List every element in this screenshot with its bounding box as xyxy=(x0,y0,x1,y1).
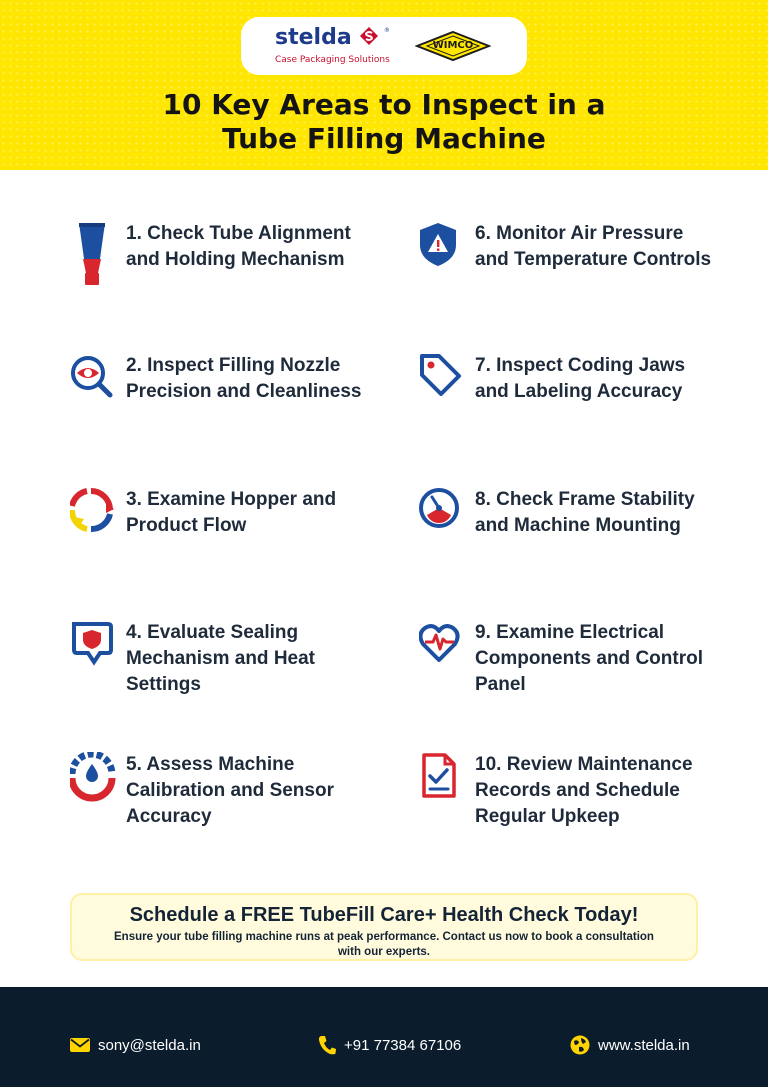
footer-email[interactable] xyxy=(70,1034,201,1056)
envelope-icon xyxy=(70,1037,90,1053)
checklist-icon xyxy=(419,752,465,818)
inspection-item-text: 9. Examine Electrical Components and Control Panel xyxy=(475,622,703,695)
page-title xyxy=(0,88,768,156)
page-title-line-2: Tube Filling Machine xyxy=(222,122,546,155)
inspection-item-text: 8. Check Frame Stability and Machine Mounting xyxy=(475,489,695,536)
inspection-item-text: 7. Inspect Coding Jaws and Labeling Accuracy xyxy=(475,355,686,402)
inspection-item-text: 5. Assess Machine Calibration and Sensor Accuracy xyxy=(126,754,334,827)
footer-website-text: www.stelda.in xyxy=(598,1036,690,1054)
tube-icon xyxy=(70,221,116,287)
inspection-item-text: 1. Check Tube Alignment and Holding Mechanism xyxy=(126,223,351,270)
heart-pulse-icon xyxy=(419,620,465,686)
tag-icon xyxy=(419,353,465,419)
inspection-item-text: 4. Evaluate Sealing Mechanism and Heat Settings xyxy=(126,622,315,695)
header-banner xyxy=(0,0,768,170)
drop-gauge-icon xyxy=(70,752,116,818)
stelda-wordmark: stelda xyxy=(275,25,352,50)
footer-phone[interactable] xyxy=(318,1034,461,1056)
inspection-item-text: 6. Monitor Air Pressure and Temperature Controls xyxy=(475,223,712,270)
logo-bar xyxy=(241,17,527,75)
inspection-item-text: 10. Review Maintenance Records and Schedule Regular Upkeep xyxy=(475,754,693,827)
inspection-item-text: 3. Examine Hopper and Product Flow xyxy=(126,489,337,536)
phone-icon xyxy=(318,1035,336,1055)
inspection-item-text: 2. Inspect Filling Nozzle Precision and Cleanliness xyxy=(126,355,362,402)
footer xyxy=(0,987,768,1087)
shield-chat-icon xyxy=(70,620,116,686)
gauge-icon xyxy=(419,487,465,553)
stelda-tagline: Case Packaging Solutions xyxy=(275,55,390,65)
stelda-logo[interactable] xyxy=(275,25,390,65)
footer-phone-text: +91 77384 67106 xyxy=(344,1036,462,1054)
wimco-logo[interactable] xyxy=(415,30,491,62)
cycle-arrows-icon xyxy=(70,487,116,553)
footer-email-text: sony@stelda.in xyxy=(98,1036,201,1054)
globe-icon xyxy=(570,1035,590,1055)
page-title-line-1: 10 Key Areas to Inspect in a xyxy=(162,88,606,121)
wimco-wordmark: WIMCO xyxy=(432,40,474,51)
registered-mark: ® xyxy=(383,27,390,34)
cta-subtitle: Ensure your tube filling machine runs at peak performance. Contact us now to book a consultation with our experts. xyxy=(114,931,654,958)
cta-title: Schedule a FREE TubeFill Care+ Health Check Today! xyxy=(129,904,639,926)
stelda-mark-icon xyxy=(359,26,379,46)
footer-website[interactable] xyxy=(570,1034,690,1056)
magnifier-eye-icon xyxy=(70,353,116,419)
cta-box[interactable] xyxy=(70,893,698,961)
warning-shield-icon xyxy=(419,221,465,287)
